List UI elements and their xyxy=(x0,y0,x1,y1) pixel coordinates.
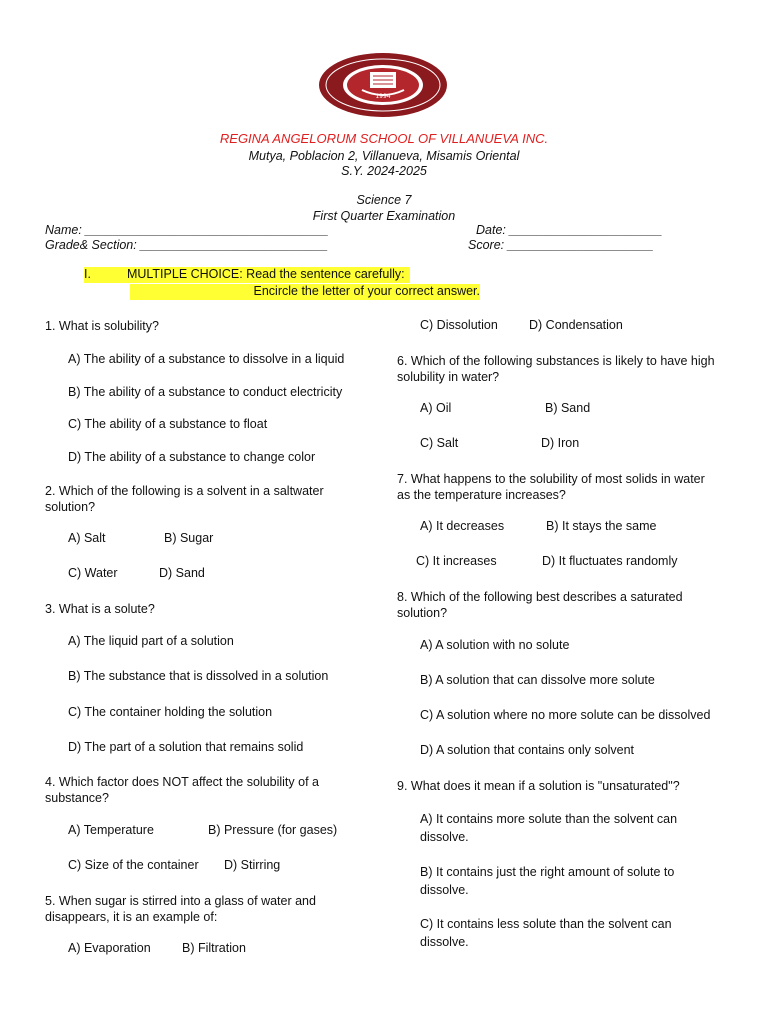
school-name: REGINA ANGELORUM SCHOOL OF VILLANUEVA INC. xyxy=(219,131,549,146)
q2-option-a[interactable]: A) Salt xyxy=(68,531,106,545)
instructions-text-2: Encircle the letter of your correct answer. xyxy=(253,284,480,298)
q6-option-b[interactable]: B) Sand xyxy=(545,401,591,415)
grade-section-field[interactable]: Grade& Section: ___________________________ xyxy=(45,238,328,252)
school-seal-logo xyxy=(318,52,448,118)
q5-option-a[interactable]: A) Evaporation xyxy=(68,941,151,955)
q2-option-d[interactable]: D) Sand xyxy=(159,566,205,580)
instructions-line-2 xyxy=(130,284,480,300)
q5-option-c[interactable]: C) Dissolution xyxy=(420,318,498,332)
q9-option-b[interactable]: B) It contains just the right amount of solute to dissolve. xyxy=(420,865,675,897)
q2-option-c[interactable]: C) Water xyxy=(68,566,118,580)
q2-option-b[interactable]: B) Sugar xyxy=(164,531,214,545)
q7-option-d[interactable]: D) It fluctuates randomly xyxy=(542,554,678,568)
q8-option-c[interactable]: C) A solution where no more solute can be dissolved xyxy=(420,708,711,722)
instructions-text-1: MULTIPLE CHOICE: Read the sentence carefully: xyxy=(126,267,405,281)
q7-option-a[interactable]: A) It decreases xyxy=(420,519,505,533)
q1-option-a[interactable]: A) The ability of a substance to dissolve in a liquid xyxy=(68,352,345,366)
q1-option-d[interactable]: D) The ability of a substance to change color xyxy=(68,450,316,464)
q4-option-d[interactable]: D) Stirring xyxy=(224,858,281,872)
question-9: 9. What does it mean if a solution is "unsaturated"? xyxy=(397,779,680,793)
question-8: 8. Which of the following best describes a saturated solution? xyxy=(397,590,683,620)
q3-option-d[interactable]: D) The part of a solution that remains solid xyxy=(68,740,304,754)
q6-option-d[interactable]: D) Iron xyxy=(541,436,580,450)
subject-title: Science 7 xyxy=(356,193,412,207)
score-field[interactable]: Score: _____________________ xyxy=(468,238,654,252)
question-3: 3. What is a solute? xyxy=(45,602,155,616)
q6-option-c[interactable]: C) Salt xyxy=(420,436,459,450)
q8-option-b[interactable]: B) A solution that can dissolve more solute xyxy=(420,673,655,687)
q1-option-c[interactable]: C) The ability of a substance to float xyxy=(68,417,268,431)
school-year: S.Y. 2024-2025 xyxy=(341,164,427,178)
question-1: 1. What is solubility? xyxy=(45,319,159,333)
q7-option-b[interactable]: B) It stays the same xyxy=(546,519,657,533)
exam-title: First Quarter Examination xyxy=(312,209,456,223)
q3-option-a[interactable]: A) The liquid part of a solution xyxy=(68,634,234,648)
q4-option-a[interactable]: A) Temperature xyxy=(68,823,154,837)
q8-option-d[interactable]: D) A solution that contains only solvent xyxy=(420,743,635,757)
q4-option-c[interactable]: C) Size of the container xyxy=(68,858,199,872)
instructions-line-1 xyxy=(84,267,410,283)
q5-option-d[interactable]: D) Condensation xyxy=(529,318,623,332)
q5-option-b[interactable]: B) Filtration xyxy=(182,941,246,955)
seal-year: 1994 xyxy=(375,93,391,100)
q6-option-a[interactable]: A) Oil xyxy=(420,401,452,415)
date-field[interactable]: Date: ______________________ xyxy=(476,223,663,237)
q4-option-b[interactable]: B) Pressure (for gases) xyxy=(208,823,338,837)
question-5: 5. When sugar is stirred into a glass of water and disappears, it is an example of: xyxy=(45,894,316,924)
section-numeral: I. xyxy=(84,267,91,281)
q3-option-c[interactable]: C) The container holding the solution xyxy=(68,705,273,719)
school-address: Mutya, Poblacion 2, Villanueva, Misamis Oriental xyxy=(248,149,520,163)
q9-option-a[interactable]: A) It contains more solute than the solvent can dissolve. xyxy=(420,812,678,844)
question-6: 6. Which of the following substances is likely to have high solubility in water? xyxy=(397,354,715,384)
question-4: 4. Which factor does NOT affect the solubility of a substance? xyxy=(45,775,319,805)
q3-option-b[interactable]: B) The substance that is dissolved in a solution xyxy=(68,669,329,683)
name-field[interactable]: Name: ___________________________________ xyxy=(45,223,329,237)
q1-option-b[interactable]: B) The ability of a substance to conduct electricity xyxy=(68,385,343,399)
q8-option-a[interactable]: A) A solution with no solute xyxy=(420,638,570,652)
q7-option-c[interactable]: C) It increases xyxy=(416,554,497,568)
question-2: 2. Which of the following is a solvent in a saltwater solution? xyxy=(45,484,324,514)
question-7: 7. What happens to the solubility of most solids in water as the temperature increases? xyxy=(397,472,705,502)
q9-option-c[interactable]: C) It contains less solute than the solvent can dissolve. xyxy=(420,917,672,949)
